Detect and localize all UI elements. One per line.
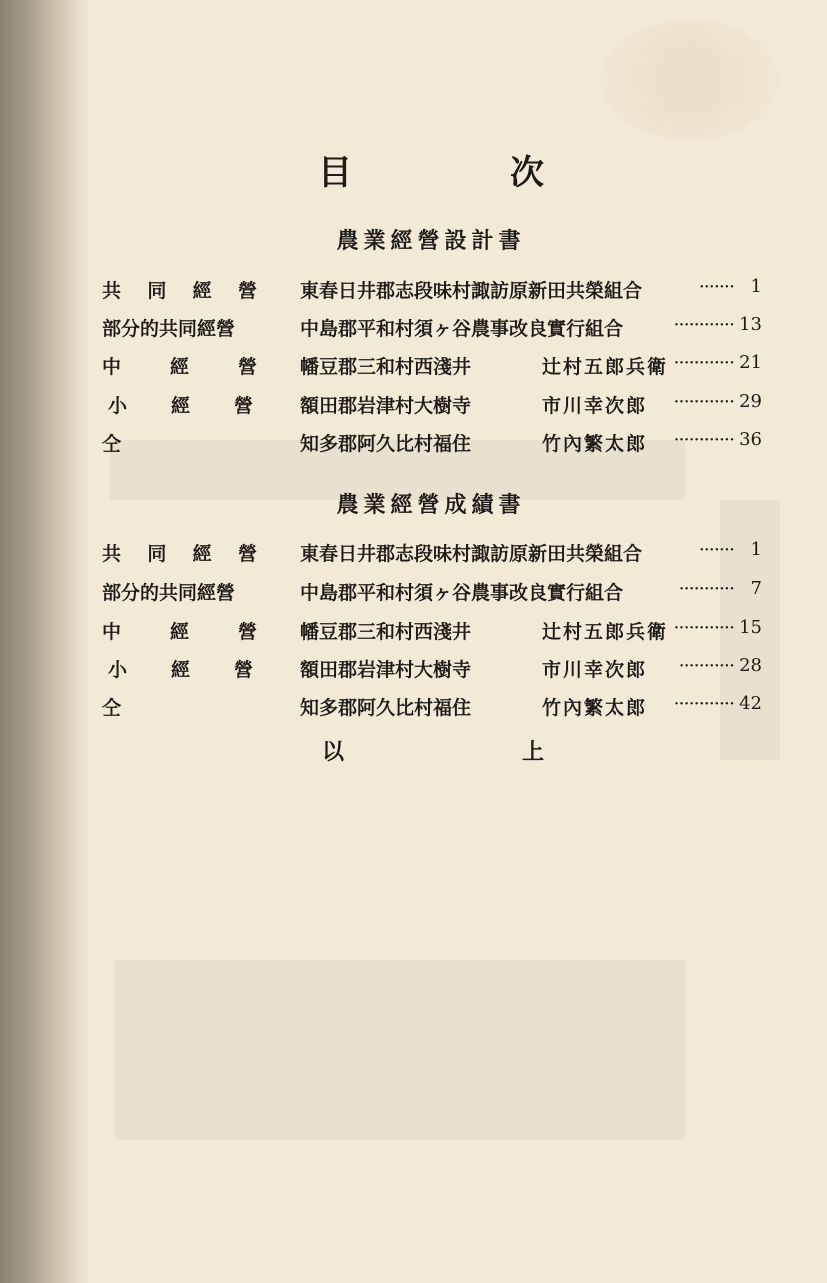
- entry-place: 幡豆郡三和村西淺井: [300, 356, 472, 378]
- title-char: 次: [510, 153, 544, 193]
- category-char: 同: [147, 280, 167, 302]
- entry-category: [108, 391, 253, 418]
- toc-entry: [102, 314, 762, 344]
- title-char: 目: [318, 153, 352, 193]
- category-char: 經: [170, 395, 190, 417]
- entry-place: 東春日井郡志段味村諏訪原新田共榮組合: [300, 543, 643, 565]
- toc-entry: [102, 352, 762, 382]
- category-char: 營: [233, 395, 253, 417]
- category-char: 經: [169, 621, 189, 643]
- leader-dots: ············: [673, 352, 734, 374]
- entry-place: 幡豆郡三和村西淺井: [300, 621, 472, 643]
- section-heading-design: 農業經營設計書: [336, 228, 526, 254]
- entry-page-number: 1: [750, 539, 762, 560]
- ditto-mark: 仝: [102, 433, 122, 455]
- end-mark: [322, 735, 544, 766]
- entry-person: 竹內繁太郎: [542, 433, 648, 455]
- book-spine-shadow: [0, 0, 90, 1283]
- category-char: 營: [237, 280, 257, 302]
- category-char: 共: [102, 543, 122, 565]
- leader-dots: ···········: [678, 655, 734, 677]
- category-text: 部分的共同經營: [102, 582, 236, 604]
- entry-page-number: 13: [739, 314, 762, 335]
- toc-entry: [102, 693, 762, 723]
- entry-category: [102, 617, 257, 644]
- entry-category: [102, 539, 257, 566]
- entry-category: [102, 693, 257, 720]
- toc-entry: [102, 539, 762, 569]
- entry-place: 東春日井郡志段味村諏訪原新田共榮組合: [300, 280, 643, 302]
- category-text: 部分的共同經營: [102, 318, 236, 340]
- leader-dots: ············: [673, 391, 734, 413]
- leader-dots: ············: [673, 617, 734, 639]
- entry-page-number: 15: [739, 617, 762, 638]
- category-char: 經: [192, 543, 212, 565]
- entry-place: 額田郡岩津村大樹寺: [300, 659, 472, 681]
- category-char: 中: [102, 621, 122, 643]
- category-char: 小: [108, 395, 128, 417]
- entry-page-number: 36: [739, 429, 762, 450]
- leader-dots: ············: [673, 314, 734, 336]
- leader-dots: ············: [673, 693, 734, 715]
- leader-dots: ···········: [678, 578, 734, 600]
- entry-place: 知多郡阿久比村福住: [300, 433, 472, 455]
- entry-category: [102, 578, 257, 605]
- entry-page-number: 21: [739, 352, 762, 373]
- category-char: 營: [237, 356, 257, 378]
- toc-entry: [102, 617, 762, 647]
- category-char: 中: [102, 356, 122, 378]
- entry-place: 中島郡平和村須ヶ谷農事改良實行組合: [300, 582, 624, 604]
- category-char: 營: [233, 659, 253, 681]
- leader-dots: ············: [673, 429, 734, 451]
- paper-stain: [600, 20, 780, 140]
- leader-dots: ·······: [698, 539, 734, 561]
- entry-page-number: 7: [750, 578, 762, 599]
- entry-category: [102, 429, 257, 456]
- category-char: 經: [192, 280, 212, 302]
- entry-place: 中島郡平和村須ヶ谷農事改良實行組合: [300, 318, 624, 340]
- category-char: 營: [237, 621, 257, 643]
- category-char: 共: [102, 280, 122, 302]
- entry-page-number: 28: [739, 655, 762, 676]
- toc-entry: [102, 276, 762, 306]
- entry-person: 市川幸次郎: [542, 395, 648, 417]
- toc-entry: [102, 578, 762, 608]
- category-char: 經: [169, 356, 189, 378]
- page-title: [318, 145, 544, 194]
- category-char: 經: [170, 659, 190, 681]
- category-char: 營: [237, 543, 257, 565]
- ditto-mark: 仝: [102, 697, 122, 719]
- toc-entry: [102, 429, 762, 459]
- section-heading-results: 農業經營成績書: [336, 492, 526, 518]
- bleed-through-block: [115, 960, 685, 1140]
- end-char: 以: [322, 739, 345, 765]
- category-char: 同: [147, 543, 167, 565]
- entry-category: [102, 276, 257, 303]
- toc-entry: [102, 391, 762, 421]
- entry-page-number: 29: [739, 391, 762, 412]
- entry-person: 辻村五郎兵衛: [542, 621, 669, 643]
- toc-entry: [102, 655, 762, 685]
- entry-place: 知多郡阿久比村福住: [300, 697, 472, 719]
- entry-person: 辻村五郎兵衛: [542, 356, 669, 378]
- entry-category: [102, 314, 257, 341]
- leader-dots: ·······: [698, 276, 734, 298]
- entry-page-number: 42: [739, 693, 762, 714]
- entry-category: [108, 655, 253, 682]
- entry-person: 竹內繁太郎: [542, 697, 648, 719]
- entry-page-number: 1: [750, 276, 762, 297]
- category-char: 小: [108, 659, 128, 681]
- entry-category: [102, 352, 257, 379]
- entry-place: 額田郡岩津村大樹寺: [300, 395, 472, 417]
- entry-person: 市川幸次郎: [542, 659, 648, 681]
- end-char: 上: [521, 739, 544, 765]
